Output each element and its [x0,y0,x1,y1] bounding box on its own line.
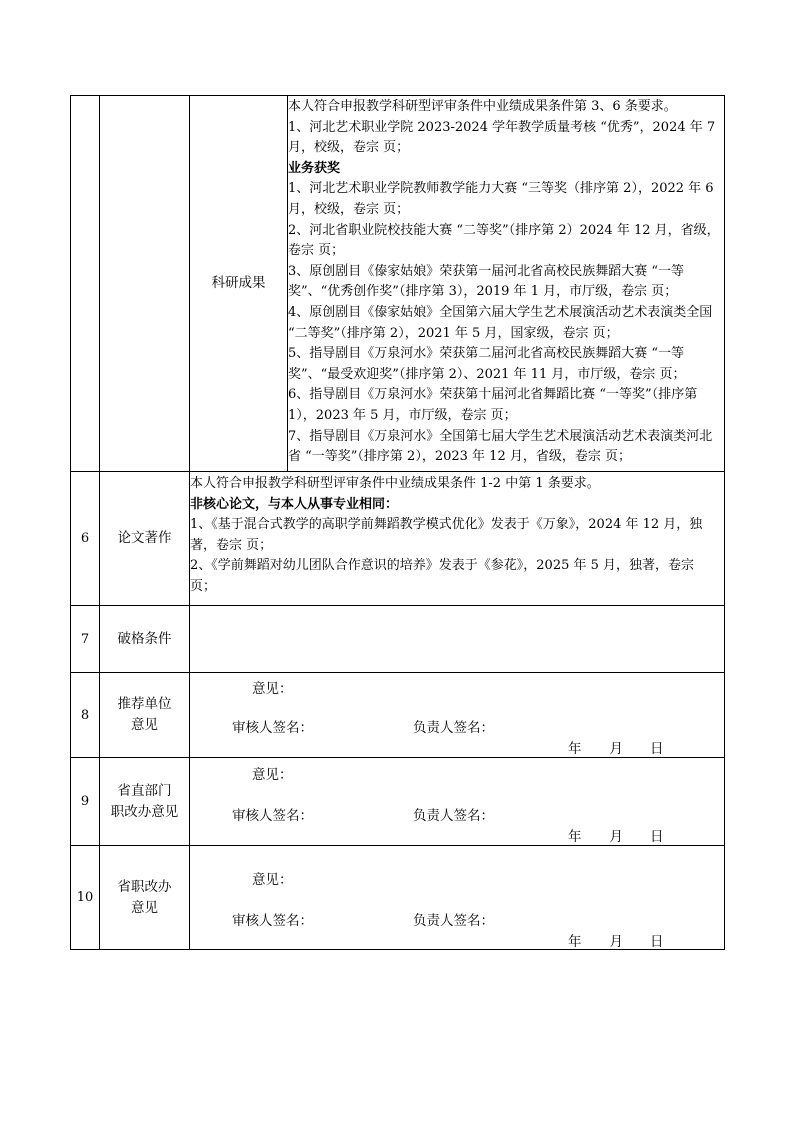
row-label-papers: 论文著作 [100,472,190,606]
row-label-exception: 破格条件 [100,606,190,673]
reviewer-signature-label: 审核人签名： [232,808,313,824]
table-row-provincial-office [71,846,725,950]
content-line: 2、《学前舞蹈对幼儿团队合作意识的培养》发表于《参花》，2025 年 5 月，独著，卷宗 页； [190,558,695,594]
row-label-provincial-office [100,846,190,950]
row-label-provincial-dept [100,758,190,846]
day-label: 日 [650,741,664,757]
evaluation-table [70,95,725,950]
content-line: 7、指导剧目《万泉河水》全国第七届大学生艺术展演活动艺术表演类河北省 “一等奖”（排序第 2），2023 年 12 月，省级，卷宗 页； [288,428,713,465]
year-label: 年 [568,741,582,757]
month-label: 月 [609,934,623,950]
opinion-label: 意见： [252,681,293,697]
content-line: 本人符合申报教学科研型评审条件中业绩成果条件第 3、6 条要求。 [288,99,677,114]
table-row-exception [71,606,725,673]
content-line: 4、原创剧目《傣家姑娘》全国第六届大学生艺术展演活动艺术表演类全国 “二等奖”（排序第 2），2021 年 5 月，国家级，卷宗 页； [288,304,713,341]
leader-signature-label: 负责人签名： [413,913,494,929]
row-number: 9 [71,758,100,846]
exception-content [190,606,725,673]
table-row-research [71,96,725,472]
date-line [568,737,664,757]
label-line: 省职改办 [117,878,172,895]
date-line [568,930,664,950]
table-row-provincial-dept [71,758,725,846]
content-line: 6、指导剧目《万泉河水》荣获第十届河北省舞蹈比赛 “一等奖”（排序第 1），2023 年 5 月，市厅级，卷宗 页； [288,387,698,423]
section-heading: 业务获奖 [288,160,341,176]
reviewer-signature-label: 审核人签名： [232,720,313,736]
label-line: 推荐单位 [117,696,172,712]
leader-signature-label: 负责人签名： [413,808,494,824]
provincial-dept-sign-area [190,758,725,846]
content-line: 本人符合申报教学科研型评审条件中业绩成果条件 1-2 中第 1 条要求。 [190,476,600,491]
table-row-recommend [71,673,725,758]
month-label: 月 [609,741,623,757]
research-content [288,96,725,472]
year-label: 年 [568,934,582,950]
content-line: 1、河北艺术职业学院 2023-2024 学年教学质量考核 “优秀”，2024 年 7 月，校级，卷宗 页； [288,119,716,156]
label-line: 省直部门 [117,782,172,799]
date-line [568,825,664,845]
reviewer-signature-label: 审核人签名： [232,913,313,929]
label-line: 意见 [131,899,158,916]
papers-content [190,472,725,606]
content-line: 1、《基于混合式教学的高职学前舞蹈教学模式优化》发表于《万象》，2024 年 12 月，独著，卷宗 页； [190,517,703,553]
provincial-office-sign-area [190,846,725,950]
table-row-papers [71,472,725,606]
section-heading: 非核心论文，与本人从事专业相同： [190,496,399,512]
content-line: 5、指导剧目《万泉河水》荣获第二届河北省高校民族舞蹈大赛 “一等奖”、“最受欢迎奖”（排序第 2）、2021 年 11 月，市厅级，卷宗 页； [288,346,686,382]
day-label: 日 [650,934,664,950]
month-label: 月 [609,829,623,845]
row-number [71,96,100,472]
row-number: 6 [71,472,100,606]
opinion-label: 意见： [252,872,293,888]
opinion-label: 意见： [252,767,293,783]
label-line: 职改办意见 [110,803,179,820]
label-line: 意见 [131,717,158,733]
content-line: 3、原创剧目《傣家姑娘》荣获第一届河北省高校民族舞蹈大赛 “一等奖”、“优秀创作奖”（排序第 3），2019 年 1 月，市厅级，卷宗 页； [288,263,685,300]
row-label-research: 科研成果 [190,96,288,472]
year-label: 年 [568,829,582,845]
recommend-sign-area [190,673,725,758]
leader-signature-label: 负责人签名： [413,720,494,736]
content-line: 2、河北省职业院校技能大赛 “二等奖”（排序第 2）2024 年 12 月，省级，卷宗 页； [288,222,720,259]
content-line: 1、河北艺术职业学院教师教学能力大赛 “三等奖（排序第 2），2022 年 6 月，校级，卷宗 页； [288,181,714,217]
row-number: 10 [71,846,100,950]
row-number: 7 [71,606,100,673]
row-number: 8 [71,673,100,758]
day-label: 日 [650,829,664,845]
row-label-recommend [100,673,190,758]
row-spacer-cell [100,96,190,472]
